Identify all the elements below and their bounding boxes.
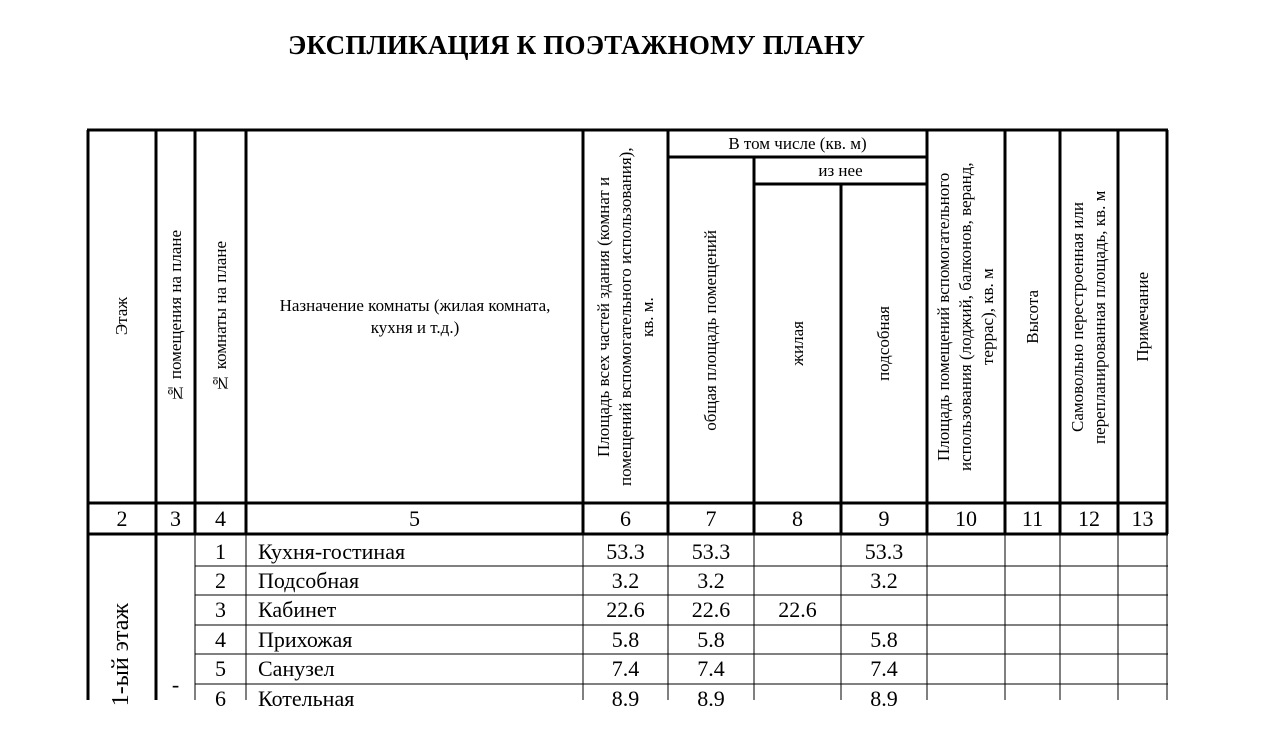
total-area-value: 53.3 [606, 539, 645, 564]
header-aux-use-area: Площадь помещений вспомогательного использования (лоджий, балконов, веранд, террас), кв. м [934, 162, 997, 471]
room-number: 2 [215, 568, 226, 593]
auxiliary-area-value [842, 596, 926, 624]
column-number: 4 [215, 506, 226, 531]
header-total-area: Площадь всех частей здания (комнат и помещений вспомогательного использования), кв. м. [593, 147, 657, 486]
general-area-value: 7.4 [697, 656, 725, 681]
header-auxiliary: подсобная [874, 306, 893, 381]
living-area-value: 22.6 [778, 597, 817, 622]
living-area-value [755, 567, 840, 595]
auxiliary-area-value: 53.3 [864, 539, 904, 564]
header-general-area: общая площадь помещений [701, 229, 720, 431]
total-area-value: 22.6 [606, 597, 645, 622]
header-purpose: Назначение комнаты (жилая комната, кухня и т.д.) [279, 296, 551, 337]
total-area-value: 8.9 [611, 686, 640, 711]
auxiliary-area-value: 7.4 [870, 656, 898, 681]
header-room-number: № комнаты на плане [210, 240, 230, 393]
total-area-value: 3.2 [611, 568, 640, 593]
room-number: 4 [215, 627, 226, 652]
room-name: Кабинет [258, 597, 337, 622]
living-area-value [755, 538, 840, 566]
header-note: Примечание [1132, 271, 1152, 362]
living-area-value [755, 685, 840, 713]
general-area-value: 53.3 [691, 539, 731, 564]
header-living: жилая [787, 321, 807, 366]
auxiliary-area-value: 5.8 [870, 627, 898, 652]
auxiliary-area-value: 3.2 [870, 568, 898, 593]
floor-label: 1-ый этаж [108, 602, 134, 706]
room-number: 5 [215, 656, 226, 681]
general-area-value: 22.6 [691, 597, 731, 622]
room-number: 3 [215, 597, 226, 622]
column-number: 2 [116, 506, 128, 531]
column-number: 3 [170, 506, 181, 531]
total-area-value: 7.4 [611, 656, 640, 681]
general-area-value: 8.9 [697, 686, 725, 711]
header-including: В том числе (кв. м) [728, 133, 867, 153]
header-height: Высота [1022, 289, 1042, 344]
header-premise-number: № помещения на плане [165, 230, 185, 403]
header-unauthorized-area: Самовольно перестроенная или перепланированная площадь, кв. м [1068, 189, 1109, 444]
column-number: 7 [705, 506, 717, 531]
column-number: 11 [1021, 506, 1044, 531]
column-number: 13 [1131, 506, 1154, 531]
general-area-value: 5.8 [697, 627, 725, 652]
living-area-value [755, 655, 840, 683]
room-name: Санузел [258, 656, 335, 681]
column-number: 5 [409, 506, 420, 531]
room-number: 6 [215, 686, 226, 711]
column-number: 8 [792, 506, 803, 531]
column-number: 10 [955, 506, 977, 531]
room-name: Кухня-гостиная [258, 539, 406, 564]
room-name: Прихожая [258, 627, 353, 652]
auxiliary-area-value: 8.9 [870, 686, 898, 711]
total-area-value: 5.8 [611, 627, 640, 652]
general-area-value: 3.2 [697, 568, 725, 593]
premise-number-value: - [171, 672, 180, 697]
column-number: 6 [620, 506, 631, 531]
living-area-value [755, 626, 840, 654]
column-number: 9 [878, 506, 890, 531]
column-number: 12 [1078, 506, 1100, 531]
header-floor: Этаж [112, 297, 131, 336]
room-number: 1 [215, 539, 226, 564]
header-of-which: из нее [818, 160, 863, 180]
page-title: ЭКСПЛИКАЦИЯ К ПОЭТАЖНОМУ ПЛАНУ [288, 30, 866, 60]
room-name: Котельная [258, 686, 355, 711]
room-name: Подсобная [258, 568, 360, 593]
